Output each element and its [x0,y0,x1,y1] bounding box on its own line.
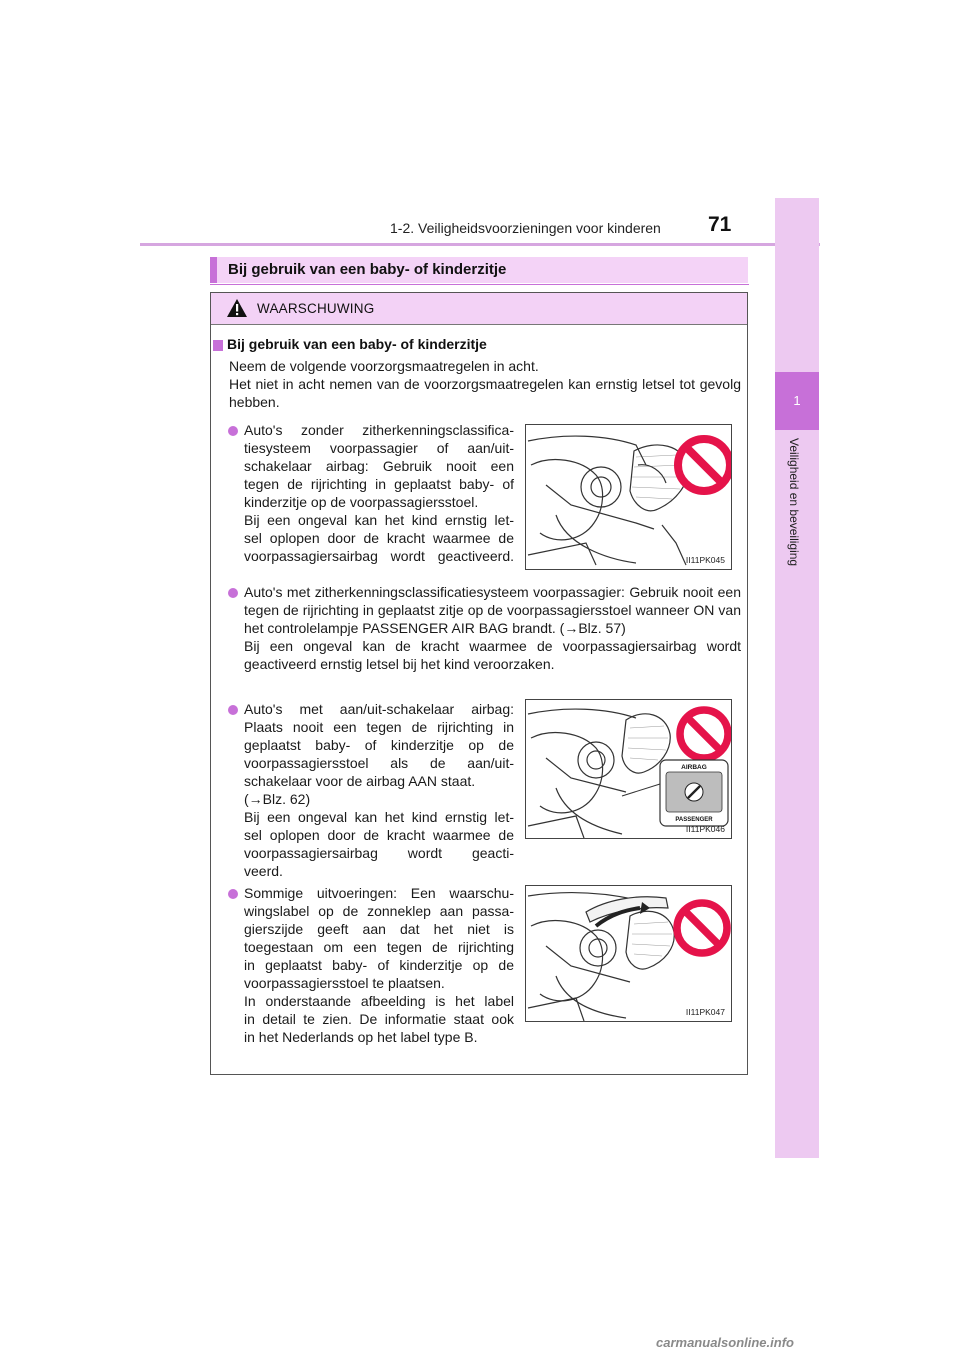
text-line: in detail te zien. De informatie staat ook [244,1011,514,1027]
text-line: schakelaar voor de airbag AAN staat. [244,773,476,789]
text-line: voorpassagiersstoel te plaatsen. [244,975,445,991]
text-line: in het Nederlands op het label type B. [244,1029,478,1045]
figure-code: II11PK046 [685,824,725,834]
text-line: Auto's zonder zitherkenningsclassifica- [244,422,514,438]
text-line: sel oplopen door de kracht waarmee de [244,827,514,843]
warning-item-4 [244,884,514,1046]
text-line: Sommige uitvoeringen: Een waarschu- [244,885,514,901]
text-line: kinderzitje op de voorpassagiersstoel. [244,494,479,510]
warning-item-2 [244,583,741,673]
page-number: 71 [708,213,732,236]
text-line: Bij een ongeval kan het kind ernstig let- [244,512,514,528]
warning-subheading: Bij gebruik van een baby- of kinderzitje [227,336,487,352]
figure-airbag-switch [525,699,732,839]
item-text: Auto's met zitherkenningsclassificatiesysteem voorpassagier: Gebruik nooit een tegen de rijrichting in geplaatst zitje op de voorpassagiersstoel wanneer ON van het controlelampje PASSENGER AIR BAG brandt. (→Blz. 57) [244,584,741,636]
text-line: schakelaar airbag: Gebruik nooit een [244,458,514,474]
sun-visor-illustration [526,886,731,1021]
text-line: wingslabel op de zonneklep aan passa- [244,903,514,919]
text-line: (→Blz. 62) [244,791,311,807]
chapter-number: 1 [793,393,801,408]
round-bullet-icon [228,889,238,899]
text-line: tegen de rijrichting in geplaatst baby- of [244,476,514,492]
section-heading-rule [210,284,749,285]
warning-item-1 [244,421,514,565]
text-line: voorpassagiersairbag wordt geactiveerd. [244,548,514,564]
intro-line-1: Neem de volgende voorzorgsmaatregelen in acht. [229,358,539,374]
car-interior-switch-illustration [526,700,731,838]
section-heading [210,257,748,283]
text-line: voorpassagiersstoel als de aan/uit- [244,755,514,771]
text-line: veerd. [244,863,283,879]
text-line: in geplaatst baby- of kinderzitje op de [244,957,514,973]
text-line: Plaats nooit een tegen de rijrichting in [244,719,514,735]
round-bullet-icon [228,588,238,598]
round-bullet-icon [228,705,238,715]
text-line: tiesysteem voorpassagier of aan/uit- [244,440,514,456]
header-rule [140,243,820,246]
item-text: Bij een ongeval kan de kracht waarmee de voorpassagiersairbag wordt geactiveerd ernstig letsel bij het kind veroorzaken. [244,638,741,672]
round-bullet-icon [228,426,238,436]
text-line: Auto's met aan/uit-schakelaar airbag: [244,701,514,717]
warning-title: WAARSCHUWING [257,301,375,316]
text-line: gierszijde geeft aan dat het niet is [244,921,514,937]
figure-code: II11PK045 [685,555,725,565]
car-interior-illustration [526,425,731,569]
warning-item-3 [244,700,514,880]
chapter-title-tab[interactable] [775,430,819,690]
text-line: geplaatst baby- of kinderzitje op de [244,737,514,753]
text-line: toegestaan om een tegen de rijrichting [244,939,514,955]
figure-no-rear-facing-seat [525,424,732,570]
text-line: sel oplopen door de kracht waarmee de [244,530,514,546]
switch-label-bottom: PASSENGER [675,817,713,823]
text-line: Bij een ongeval kan het kind ernstig let- [244,809,514,825]
figure-code: II11PK047 [685,1007,725,1017]
square-bullet-icon [213,340,223,351]
text-line: In onderstaande afbeelding is het label [244,993,514,1009]
section-title: Bij gebruik van een baby- of kinderzitje [228,261,507,278]
warning-triangle-icon [226,298,248,318]
switch-label-top: AIRBAG [681,764,707,771]
running-header-section: 1-2. Veiligheidsvoorzieningen voor kinderen [390,220,661,236]
chapter-number-tab[interactable] [775,372,819,430]
footer-watermark[interactable]: carmanualsonline.info [656,1335,794,1350]
intro-line-2: Het niet in acht nemen van de voorzorgsmaatregelen kan ernstig letsel tot gevolg hebben. [229,376,741,410]
figure-sun-visor-label [525,885,732,1022]
chapter-title: Veiligheid en beveiliging [787,438,801,567]
text-line: voorpassagiersairbag wordt geacti- [244,845,514,861]
